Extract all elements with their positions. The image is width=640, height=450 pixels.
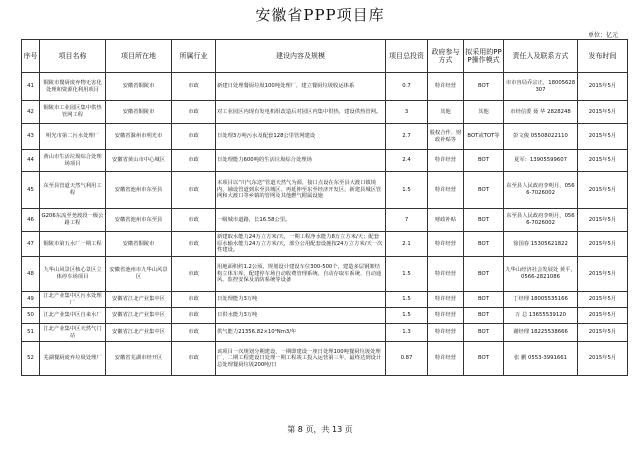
cell-investment: 1.5 [386, 292, 428, 308]
cell-industry: 市政 [172, 172, 216, 209]
cell-contact: 夏军：13905599607 [504, 150, 578, 172]
cell-name: 江北产业集中区自来水厂 [40, 308, 106, 324]
cell-no: 49 [22, 292, 40, 308]
cell-investment: 7 [386, 209, 428, 232]
cell-no: 43 [22, 124, 40, 150]
cell-location: 安徽省铜陵市 [106, 232, 172, 257]
cell-mode: BOT [464, 324, 504, 342]
header-cell: 建设内容及规模 [216, 40, 386, 73]
header-cell: 所属行业 [172, 40, 216, 73]
cell-investment: 2.7 [386, 124, 428, 150]
header-cell: 发布时间 [578, 40, 628, 73]
cell-no: 46 [22, 209, 40, 232]
cell-contact: 市市容局乔宗正，18005628307 [504, 73, 578, 101]
cell-location: 安徽省滁州市明光市 [106, 124, 172, 150]
cell-mode: BOT [464, 172, 504, 209]
cell-date: 2015年5月 [578, 101, 628, 124]
cell-no: 51 [22, 324, 40, 342]
cell-gov: 特许经营 [428, 232, 464, 257]
cell-no: 45 [22, 172, 40, 209]
cell-content: 日处理3万吨污水及配套128公里管网建设 [216, 124, 386, 150]
cell-location: 安徽省芜湖市经开区 [106, 342, 172, 376]
cell-contact: 九华山经济社会发展处 黄平，0566-2821086 [504, 257, 578, 292]
cell-content: 日处理能力600吨的生活垃圾综合处理场 [216, 150, 386, 172]
document-title: 安徽省PPP项目库 [255, 6, 385, 24]
cell-date: 2015年5月 [578, 342, 628, 376]
cell-industry: 市政 [172, 342, 216, 376]
table-row [22, 257, 628, 292]
cell-contact: 彭文俊 05508022110 [504, 124, 578, 150]
cell-investment: 3 [386, 101, 428, 124]
cell-date: 2015年5月 [578, 150, 628, 172]
cell-investment: 1.5 [386, 257, 428, 292]
table-row [22, 150, 628, 172]
cell-investment: 1.3 [386, 324, 428, 342]
table-row [22, 342, 628, 376]
table-row [22, 73, 628, 101]
cell-name: 铜陵市第五水厂一期工程 [40, 232, 106, 257]
cell-name: 黄山市生活垃圾综合处理场项目 [40, 150, 106, 172]
cell-industry: 市政 [172, 308, 216, 324]
header-cell: 项目总投资 [386, 40, 428, 73]
cell-investment: 1.5 [386, 308, 428, 324]
cell-date: 2015年5月 [578, 324, 628, 342]
cell-no: 52 [22, 342, 40, 376]
cell-name: 芜湖餐厨废弃垃圾处理厂 [40, 342, 106, 376]
table-row [22, 124, 628, 150]
ppp-project-table [21, 39, 628, 376]
cell-no: 50 [22, 308, 40, 324]
cell-content: 供气能力21356.82×10⁴Nm3/年 [216, 324, 386, 342]
table-row [22, 324, 628, 342]
cell-gov: 特许经营 [428, 73, 464, 101]
cell-content: 新建取水能力24万立方米/天，一期工程净水能力8万立方米/天；配套原水输水能力24万立方米/天，部分公用配套设施按24万立方米/天一次性建设。 [216, 232, 386, 257]
cell-date: 2015年5月 [578, 232, 628, 257]
cell-industry: 市政 [172, 232, 216, 257]
cell-investment: 1.5 [386, 172, 428, 209]
cell-contact: 徐国春 15305621822 [504, 232, 578, 257]
cell-gov: 特许经营 [428, 308, 464, 324]
cell-industry: 市政 [172, 257, 216, 292]
cell-no: 42 [22, 101, 40, 124]
cell-no: 48 [22, 257, 40, 292]
cell-industry: 市政 [172, 73, 216, 101]
cell-investment: 0.7 [386, 73, 428, 101]
cell-name: 明光市第二污水处理厂 [40, 124, 106, 150]
cell-contact: 东至县人民政府李明月，0566-7026002 [504, 172, 578, 209]
cell-location: 安徽省江北产业集中区 [106, 324, 172, 342]
cell-location: 安徽省江北产业集中区 [106, 308, 172, 324]
cell-location: 安徽省黄山市中心城区 [106, 150, 172, 172]
cell-contact: 张 鹏 0553-3991661 [504, 342, 578, 376]
cell-mode: BOT [464, 209, 504, 232]
cell-industry: 市政 [172, 150, 216, 172]
cell-name: 东至县管道天然气利用工程 [40, 172, 106, 209]
header-cell: 责任人及联系方式 [504, 40, 578, 73]
header-cell: 项目名称 [40, 40, 106, 73]
cell-gov: 特许经营 [428, 342, 464, 376]
cell-gov: 特许经营 [428, 172, 464, 209]
table-row [22, 101, 628, 124]
cell-industry: 市政 [172, 324, 216, 342]
cell-gov: 其他 [428, 101, 464, 124]
cell-investment: 0.87 [386, 342, 428, 376]
cell-mode: BOT [464, 150, 504, 172]
cell-location: 安徽省池州市东至县 [106, 209, 172, 232]
table-header-row [22, 40, 628, 73]
cell-mode: BOT或TOT等 [464, 124, 504, 150]
cell-no: 41 [22, 73, 40, 101]
cell-industry: 市政 [172, 292, 216, 308]
cell-mode: BOT [464, 232, 504, 257]
cell-date: 2015年5月 [578, 308, 628, 324]
cell-contact: 东至县人民政府李明月，0566-7026002 [504, 209, 578, 232]
cell-industry: 市政 [172, 209, 216, 232]
cell-date: 2015年5月 [578, 257, 628, 292]
cell-content: 本项目以“川气东送”管道天然气为源，接口点设在东至县大渡口镇境内，铺设管道到东至县城区、再延伸至东至经济开发区，新建县城区管网和大渡口等乡镇的管网及其他燃气附属设施 [216, 172, 386, 209]
header-cell: 项目所在地 [106, 40, 172, 73]
cell-contact: 市经信委 聂 华 2828248 [504, 101, 578, 124]
cell-gov: 特许经营 [428, 257, 464, 292]
table-row [22, 232, 628, 257]
table-row [22, 209, 628, 232]
cell-mode: BOT [464, 73, 504, 101]
cell-mode: BOT [464, 342, 504, 376]
cell-gov: 财政补贴 [428, 209, 464, 232]
cell-mode: BOT [464, 292, 504, 308]
page-number: 第 8 页，共 13 页 [287, 425, 353, 434]
cell-content: 新建日处理餐厨垃圾100吨处理厂，建立餐厨垃圾收运体系 [216, 73, 386, 101]
cell-mode: BOT [464, 308, 504, 324]
cell-date: 2015年5月 [578, 73, 628, 101]
cell-name: 江北产业集中区天然气门站 [40, 324, 106, 342]
cell-contact: 丁经理 18005535166 [504, 292, 578, 308]
table-row [22, 308, 628, 324]
table-row [22, 172, 628, 209]
cell-gov: 特许经营 [428, 324, 464, 342]
cell-content: 日供水能力3万吨 [216, 308, 386, 324]
cell-name: G206东流至尧渡段一级公路工程 [40, 209, 106, 232]
cell-date: 2015年5月 [578, 172, 628, 209]
cell-no: 44 [22, 150, 40, 172]
cell-location: 安徽省池州市九华山风景区 [106, 257, 172, 292]
cell-investment: 2.1 [386, 232, 428, 257]
header-cell: 拟采用的PPP操作模式 [464, 40, 504, 73]
unit-note: 单位：亿元 [587, 32, 618, 39]
table-row [22, 292, 628, 308]
cell-investment: 2.4 [386, 150, 428, 172]
cell-date: 2015年5月 [578, 209, 628, 232]
cell-location: 安徽省铜陵市 [106, 73, 172, 101]
cell-industry: 市政 [172, 124, 216, 150]
header-cell: 政府参与方式 [428, 40, 464, 73]
cell-location: 安徽省池州市东至县 [106, 172, 172, 209]
cell-no: 47 [22, 232, 40, 257]
cell-gov: 特许经营 [428, 292, 464, 308]
cell-mode: 其他 [464, 101, 504, 124]
cell-content: 一级城市道路，长16.58公里。 [216, 209, 386, 232]
cell-location: 安徽省江北产业集中区 [106, 292, 172, 308]
cell-content: 该项目一次规划分期建设，一期即建设一座日处理100吨餐厨垃圾处理厂，二期工程建设日处理一期工程竣工投入运营第三年，最终达到设计总处理餐厨垃圾200吨/日 [216, 342, 386, 376]
cell-name: 九华山风景区核心景区立体停车场项目 [40, 257, 106, 292]
cell-content: 日处理能力3万吨 [216, 292, 386, 308]
cell-name: 铜陵市工业园区集中供热管网工程 [40, 101, 106, 124]
cell-name: 铜陵市餐厨废弃物无害化处理和资源化利用项目 [40, 73, 106, 101]
cell-date: 2015年5月 [578, 292, 628, 308]
cell-mode: BOT [464, 257, 504, 292]
header-cell: 序号 [22, 40, 40, 73]
cell-gov: 特许经营 [428, 150, 464, 172]
cell-content: 对工业园区内现有发电机组改造后对园区内集中供热，建设供热管网。 [216, 101, 386, 124]
cell-location: 安徽省铜陵市 [106, 101, 172, 124]
cell-content: 用地面积约1.2公顷，规划设计建设车位300-500个，建造多层钢架结构立体车库，配建停车场自动收费管理系统、自动存取车系统、自动通风、监控安保及消防系统等设备 [216, 257, 386, 292]
cell-gov: 股权合作、财政补贴等 [428, 124, 464, 150]
cell-industry: 市政 [172, 101, 216, 124]
cell-contact: 谢经理 18225538666 [504, 324, 578, 342]
cell-date: 2015年5月 [578, 124, 628, 150]
cell-name: 江北产业集中区污水处理厂 [40, 292, 106, 308]
cell-contact: 万 总 13655539120 [504, 308, 578, 324]
